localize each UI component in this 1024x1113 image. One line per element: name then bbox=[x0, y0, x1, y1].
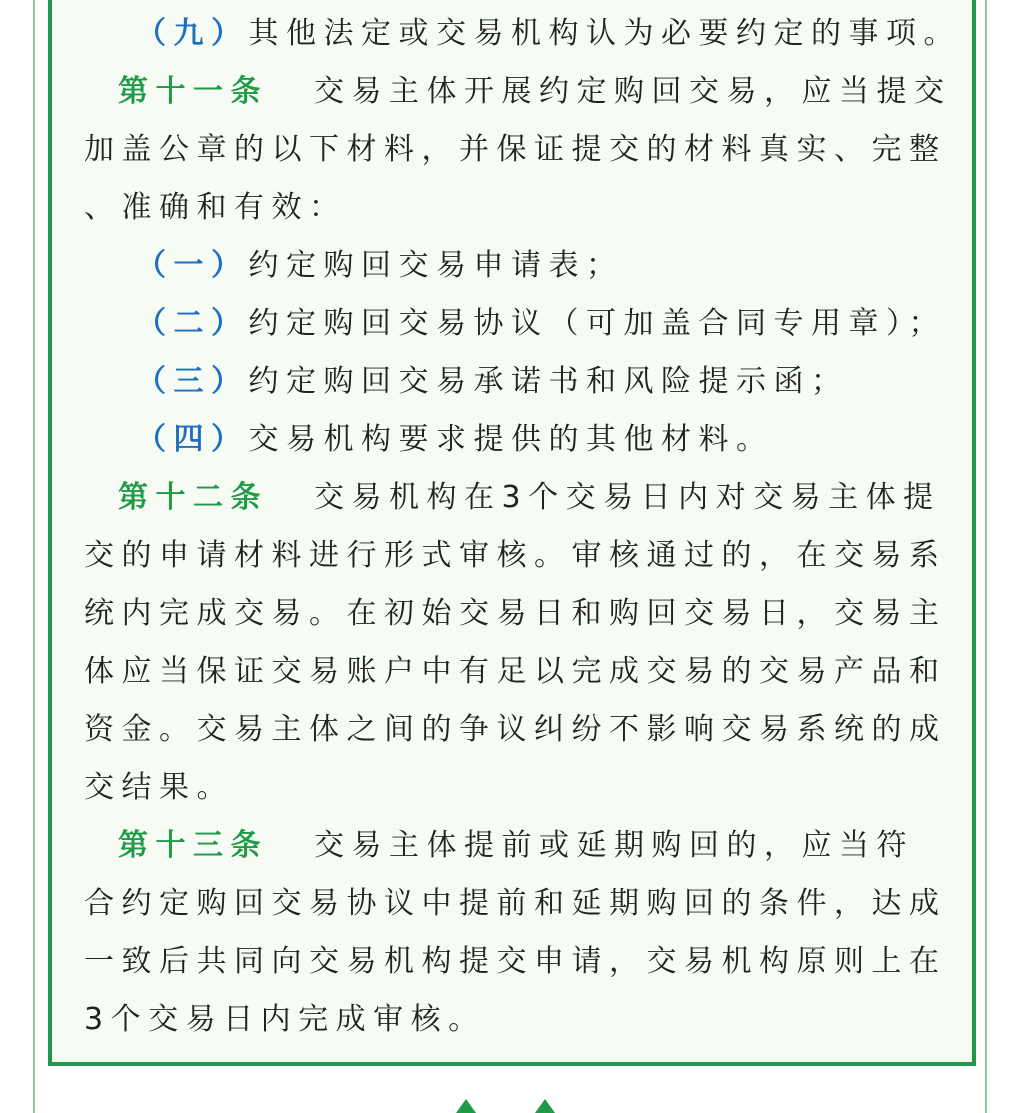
article-12-line-6 bbox=[84, 766, 234, 810]
article-11-text-2: 加盖公章的以下材料，并保证提交的材料真实、完整 bbox=[84, 132, 947, 167]
tree-decoration-right bbox=[535, 1099, 555, 1113]
article-11-item-2 bbox=[136, 302, 946, 346]
article-12-text-1: 交易机构在3个交易日内对交易主体提 bbox=[314, 480, 941, 515]
article-12-line-5 bbox=[84, 708, 947, 752]
article-11-line-3 bbox=[84, 186, 347, 230]
article-12-text-2: 交的申请材料进行形式审核。审核通过的，在交易系 bbox=[84, 538, 947, 573]
article-11-item-4 bbox=[136, 418, 774, 462]
article-12-text-5: 资金。交易主体之间的争议纠纷不影响交易系统的成 bbox=[84, 712, 947, 747]
item-9-text: 其他法定或交易机构认为必要约定的事项。 bbox=[248, 16, 961, 51]
article-13-line-1 bbox=[118, 824, 914, 868]
article-12-line-3 bbox=[84, 592, 947, 636]
article-11-item-1-text: 约定购回交易申请表； bbox=[248, 248, 624, 283]
article-13-text-3: 一致后共同向交易机构提交申请，交易机构原则上在 bbox=[84, 944, 947, 979]
article-13-line-4 bbox=[84, 998, 486, 1042]
article-11-item-1-marker: （一） bbox=[136, 248, 249, 283]
article-12-text-6: 交结果。 bbox=[84, 770, 234, 805]
article-11-item-2-text: 约定购回交易协议（可加盖合同专用章）； bbox=[248, 306, 946, 341]
article-11-line-2 bbox=[84, 128, 947, 172]
article-11-item-4-marker: （四） bbox=[136, 422, 249, 457]
article-13-text-4: 3个交易日内完成审核。 bbox=[84, 1002, 486, 1037]
article-13-text-1: 交易主体提前或延期购回的，应当符 bbox=[314, 828, 914, 863]
tree-decoration-left bbox=[456, 1099, 476, 1113]
article-11-line-1 bbox=[118, 70, 952, 114]
article-11-item-2-marker: （二） bbox=[136, 306, 249, 341]
article-11-text-1: 交易主体开展约定购回交易，应当提交 bbox=[314, 74, 952, 109]
article-11-item-1 bbox=[136, 244, 624, 288]
article-12-line-4 bbox=[84, 650, 947, 694]
article-11-item-3-text: 约定购回交易承诺书和风险提示函； bbox=[248, 364, 849, 399]
article-13-line-2 bbox=[84, 882, 947, 926]
item-9-line bbox=[136, 12, 961, 56]
article-11-text-3: 、准确和有效： bbox=[84, 190, 347, 225]
article-12-line-2 bbox=[84, 534, 947, 578]
article-11-item-4-text: 交易机构要求提供的其他材料。 bbox=[248, 422, 774, 457]
article-11-heading: 第十一条 bbox=[118, 74, 268, 109]
article-12-text-4: 体应当保证交易账户中有足以完成交易的交易产品和 bbox=[84, 654, 947, 689]
article-13-heading: 第十三条 bbox=[118, 828, 268, 863]
article-13-text-2: 合约定购回交易协议中提前和延期购回的条件，达成 bbox=[84, 886, 947, 921]
article-11-item-3 bbox=[136, 360, 849, 404]
article-12-heading: 第十二条 bbox=[118, 480, 268, 515]
article-12-text-3: 统内完成交易。在初始交易日和购回交易日，交易主 bbox=[84, 596, 947, 631]
article-13-line-3 bbox=[84, 940, 947, 984]
article-12-line-1 bbox=[118, 476, 941, 520]
article-11-item-3-marker: （三） bbox=[136, 364, 249, 399]
item-9-marker: （九） bbox=[136, 16, 249, 51]
